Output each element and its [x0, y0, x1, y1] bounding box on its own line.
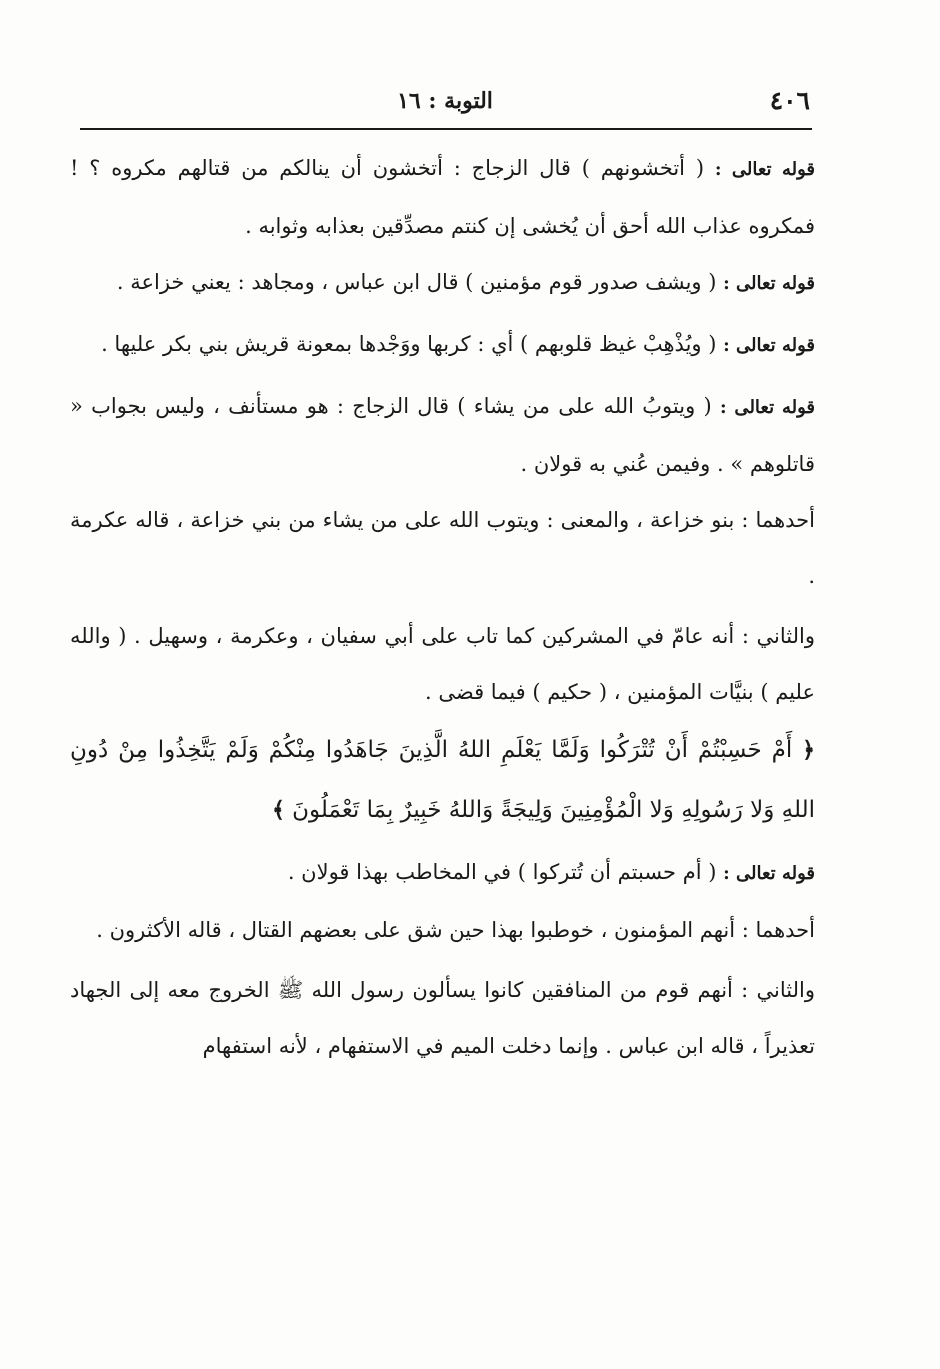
paragraph-text: ( ويتوبُ الله على من يشاء ) قال الزجاج : هو مستأنف ، وليس بجواب « قاتلوهم » . وفيمن عُني به قولان .: [70, 394, 815, 476]
paragraph: [70, 254, 815, 312]
verse-open-bracket: ﴿: [802, 737, 815, 763]
paragraph-text: ( ويُذْهِبْ غيظ قلوبهم ) أي : كربها ووَجْدها بمعونة قريش بني بكر عليها .: [101, 332, 724, 356]
paragraph: [70, 608, 815, 720]
verse-text: أَمْ حَسِبْتُمْ أَنْ تُتْرَكُوا وَلَمَّا يَعْلَمِ اللهُ الَّذِينَ جَاهَدُوا مِنْكُمْ وَلَمْ يَتَّخِذُوا مِنْ دُونِ اللهِ وَلا رَسُولِهِ وَلا الْمُؤْمِنِينَ وَلِيجَةً وَاللهُ خَبِيرٌ بِمَا تَعْمَلُونَ: [70, 737, 815, 823]
paragraph: [70, 492, 815, 604]
paragraph: [70, 902, 815, 958]
running-title: التوبة : ١٦: [397, 88, 493, 114]
paragraph-text: أحدهما : أنهم المؤمنون ، خوطبوا بهذا حين شق على بعضهم القتال ، قاله الأكثرون .: [96, 918, 815, 942]
paragraph-lead: قوله تعالى :: [714, 159, 815, 180]
paragraph: [70, 962, 815, 1074]
header-rule: [80, 128, 812, 130]
paragraph-text: والثاني : أنه عامّ في المشركين كما تاب على أبي سفيان ، وعكرمة ، وسهيل . ( والله عليم ) بنيَّات المؤمنين ، ( حكيم ) فيما قضى .: [70, 624, 815, 704]
paragraph-lead: قوله تعالى :: [723, 863, 815, 884]
quran-verse: [70, 720, 815, 840]
paragraph-text: ( ويشف صدور قوم مؤمنين ) قال ابن عباس ، ومجاهد : يعني خزاعة .: [116, 270, 724, 294]
paragraph: [70, 140, 815, 254]
paragraph-text: ( أتخشونهم ) قال الزجاج : أتخشون أن ينالكم من قتالهم مكروه ؟ ! فمكروه عذاب الله أحق أن يُخشى إن كنتم مصدِّقين بعذابه وثوابه .: [70, 156, 815, 238]
paragraph-text: أحدهما : بنو خزاعة ، والمعنى : ويتوب الله على من يشاء من بني خزاعة ، قاله عكرمة .: [70, 508, 815, 588]
paragraph: [70, 378, 815, 492]
page-header: [80, 86, 810, 126]
paragraph-lead: قوله تعالى :: [723, 273, 815, 294]
paragraph-lead: قوله تعالى :: [723, 335, 815, 356]
paragraph: [70, 844, 815, 902]
verse-close-bracket: ﴾: [271, 797, 285, 823]
body-text: [70, 140, 815, 1074]
paragraph-lead: قوله تعالى :: [719, 397, 815, 418]
paragraph-text: ( أم حسبتم أن تُتركوا ) في المخاطب بهذا قولان .: [287, 860, 724, 884]
page-number: ٤٠٦: [769, 86, 810, 115]
paragraph-text: والثاني : أنهم قوم من المنافقين كانوا يسألون رسول الله ﷺ الخروج معه إلى الجهاد تعذيراً ، قاله ابن عباس . وإنما دخلت الميم في الاستفهام ، لأنه استفهام: [70, 978, 815, 1058]
paragraph: [70, 316, 815, 374]
